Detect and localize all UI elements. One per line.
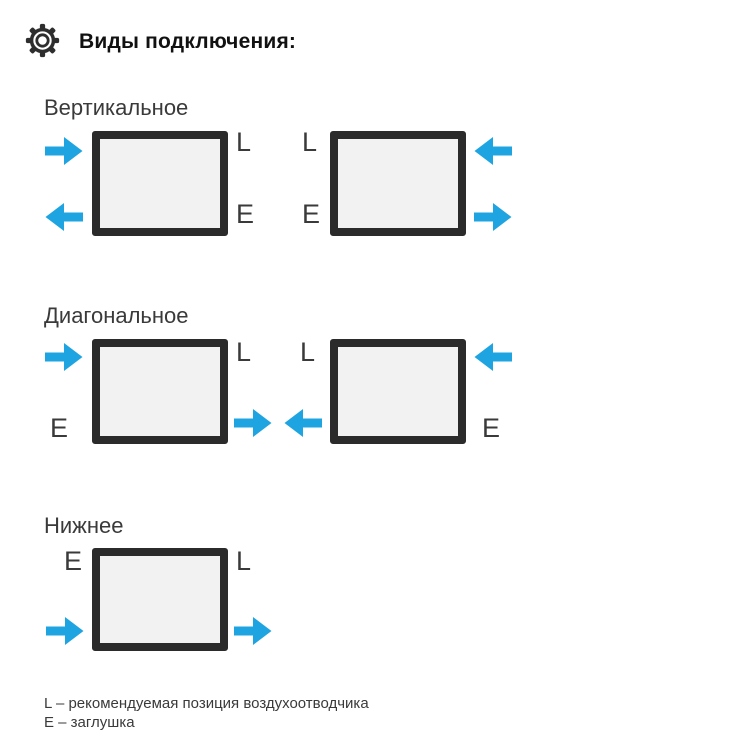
radiator-rect <box>330 339 466 444</box>
radiator-rect <box>92 131 228 236</box>
port-label-e: E <box>482 413 501 443</box>
port-label-l: L <box>236 546 252 576</box>
inlet-arrow-right-icon <box>45 136 83 166</box>
radiator-rect <box>92 339 228 444</box>
outlet-arrow-right-icon <box>474 202 512 232</box>
inlet-arrow-right-icon <box>45 342 83 372</box>
page-title: Виды подключения: <box>79 30 297 53</box>
port-label-e: E <box>64 546 83 576</box>
port-label-l: L <box>302 127 318 157</box>
port-label-l: L <box>236 127 252 157</box>
outlet-arrow-left-icon <box>45 202 83 232</box>
legend-line-l: L – рекомендуемая позиция воздухоотводчика <box>44 695 369 712</box>
outlet-arrow-left-icon <box>284 408 322 438</box>
port-label-l: L <box>236 337 252 367</box>
radiator-rect <box>330 131 466 236</box>
inlet-arrow-left-icon <box>474 136 512 166</box>
radiator-rect <box>92 548 228 651</box>
gear-icon <box>25 23 60 58</box>
section-label: Нижнее <box>44 513 124 538</box>
outlet-arrow-right-icon <box>234 408 272 438</box>
port-label-e: E <box>302 199 321 229</box>
legend-line-e: E – заглушка <box>44 714 135 731</box>
section-label: Диагональное <box>44 303 189 328</box>
port-label-e: E <box>50 413 69 443</box>
inlet-arrow-left-icon <box>474 342 512 372</box>
port-label-l: L <box>300 337 316 367</box>
inlet-arrow-right-icon <box>46 616 84 646</box>
outlet-arrow-right-icon <box>234 616 272 646</box>
port-label-e: E <box>236 199 255 229</box>
section-label: Вертикальное <box>44 95 189 120</box>
